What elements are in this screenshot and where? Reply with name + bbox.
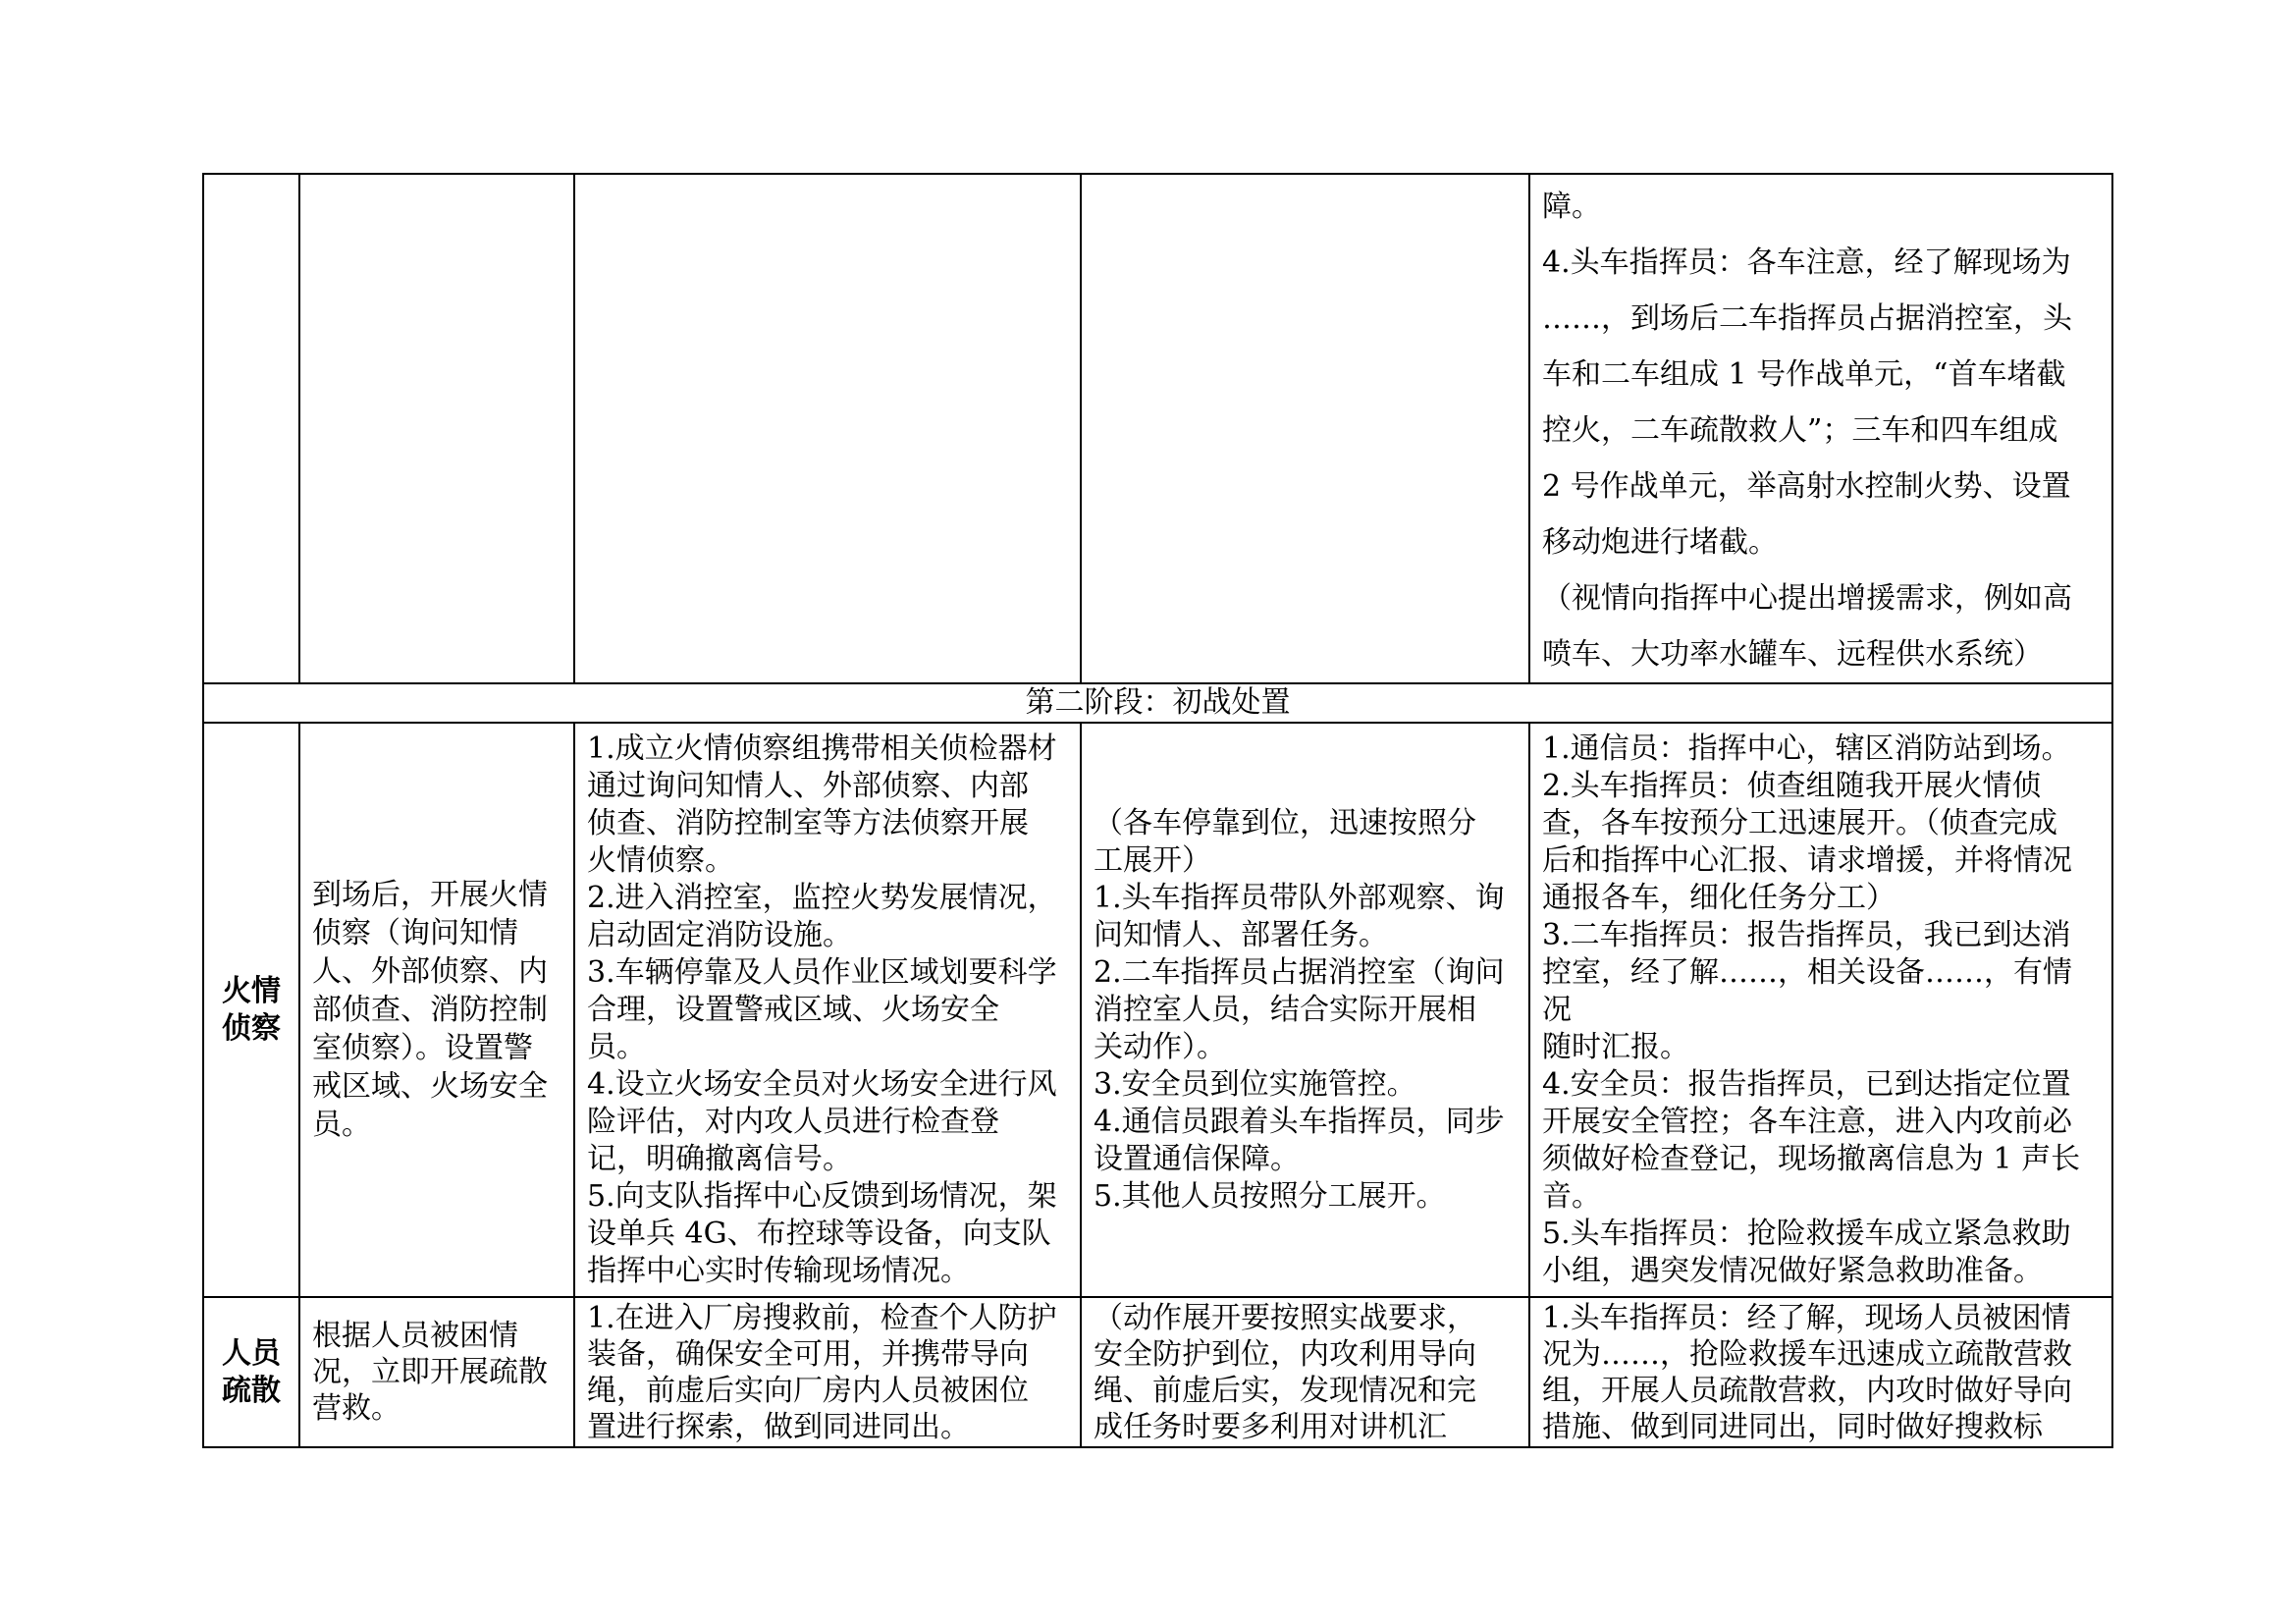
commands-cell xyxy=(1529,1297,2112,1447)
requirements-cell xyxy=(574,723,1081,1297)
command-line: 4.头车指挥员：各车注意，经了解现场为 xyxy=(1542,245,2071,280)
table-row-evacuation xyxy=(203,1297,2112,1447)
requirements-text: 1.在进入厂房搜救前，检查个人防护 装备，确保安全可用，并携带导向 绳，前虚后实向厂房内人员被困位 置进行探索，做到同进同出。 xyxy=(587,1300,1057,1444)
requirements-cell xyxy=(574,1297,1081,1447)
table-row-continued xyxy=(203,174,2112,683)
requirements-text: 1.成立火情侦察组携带相关侦检器材 通过询问知情人、外部侦察、内部 侦查、消防控制室等方法侦察开展 火情侦察。 2.进入消控室，监控火势发展情况， 启动固定消防设施。 3.车辆停靠及人员作业区域划要科学 合理，设置警戒区域、火场安全 员。 4.设立火场安全员对火场安全进行风 险评估，对内攻人员进行检查登 记，明确撤离信号。 5.向支队指挥中心反馈到场情况，架 设单兵 4G、布控球等设备，向支队 指挥中心实时传输现场情况。 xyxy=(587,731,1057,1288)
command-line: ……，到场后二车指挥员占据消控室，头 xyxy=(1542,301,2072,336)
actions-cell xyxy=(1081,1297,1529,1447)
cell-summary-empty xyxy=(299,174,574,683)
command-line: 障。 xyxy=(1542,189,1601,224)
drill-procedure-table xyxy=(202,173,2113,1448)
table-row-fire-recon xyxy=(203,723,2112,1297)
table-row-stage-header xyxy=(203,683,2112,723)
commands-text: 1.头车指挥员：经了解，现场人员被困情 况为……，抢险救援车迅速成立疏散营救 组，开展人员疏散营救，内攻时做好导向 措施、做到同进同出，同时做好搜救标 xyxy=(1542,1300,2072,1444)
actions-cell xyxy=(1081,723,1529,1297)
cell-category-empty xyxy=(203,174,299,683)
category-text: 人员 疏散 xyxy=(222,1335,281,1408)
category-label xyxy=(203,1297,299,1447)
commands-text: 1.通信员：指挥中心，辖区消防站到场。 2.头车指挥员：侦查组随我开展火情侦 查，各车按预分工迅速展开。（侦查完成 后和指挥中心汇报、请求增援，并将情况 通报各车，细化任务分工） 3.二车指挥员：报告指挥员，我已到达消 控室，经了解……，相关设备……，有情况 随时汇报。 4.安全员：报告指挥员，已到达指定位置 开展安全管控；各车注意，进入内攻前必 须做好检查登记，现场撤离信息为 1 声长 音。 5.头车指挥员：抢险救援车成立紧急救助 小组，遇突发情况做好紧急救助准备。 xyxy=(1542,731,2081,1288)
cell-requirements-empty xyxy=(574,174,1081,683)
summary-text: 根据人员被困情 况，立即开展疏散 营救。 xyxy=(312,1319,548,1426)
cell-actions-empty xyxy=(1081,174,1529,683)
cell-commands-continued xyxy=(1529,174,2112,683)
actions-text: （动作展开要按照实战要求， 安全防护到位，内攻利用导向 绳、前虚后实，发现情况和完 成任务时要多利用对讲机汇 xyxy=(1094,1300,1476,1444)
stage-header: 第二阶段：初战处置 xyxy=(203,683,2112,723)
summary-cell xyxy=(299,1297,574,1447)
actions-text: （各车停靠到位，迅速按照分 工展开） 1.头车指挥员带队外部观察、询 问知情人、部署任务。 2.二车指挥员占据消控室（询问 消控室人员，结合实际开展相 关动作）。 3.安全员到位实施管控。 4.通信员跟着头车指挥员，同步 设置通信保障。 5.其他人员按照分工展开。 xyxy=(1094,805,1505,1214)
command-line: 车和二车组成 1 号作战单元，“首车堵截 xyxy=(1542,357,2066,392)
command-line: 控火，二车疏散救人”；三车和四车组成 xyxy=(1542,413,2058,448)
commands-cell xyxy=(1529,723,2112,1297)
command-line: 喷车、大功率水罐车、远程供水系统） xyxy=(1542,637,2043,672)
category-label xyxy=(203,723,299,1297)
category-text: 火情 侦察 xyxy=(222,973,281,1046)
command-line: （视情向指挥中心提出增援需求，例如高 xyxy=(1542,581,2072,616)
command-line: 2 号作战单元，举高射水控制火势、设置 xyxy=(1542,469,2071,504)
command-line: 移动炮进行堵截。 xyxy=(1542,525,1778,560)
summary-text: 到场后，开展火情 侦察（询问知情 人、外部侦察、内 部侦查、消防控制 室侦察）。设置警 戒区域、火场安全 员。 xyxy=(312,878,548,1142)
summary-cell xyxy=(299,723,574,1297)
